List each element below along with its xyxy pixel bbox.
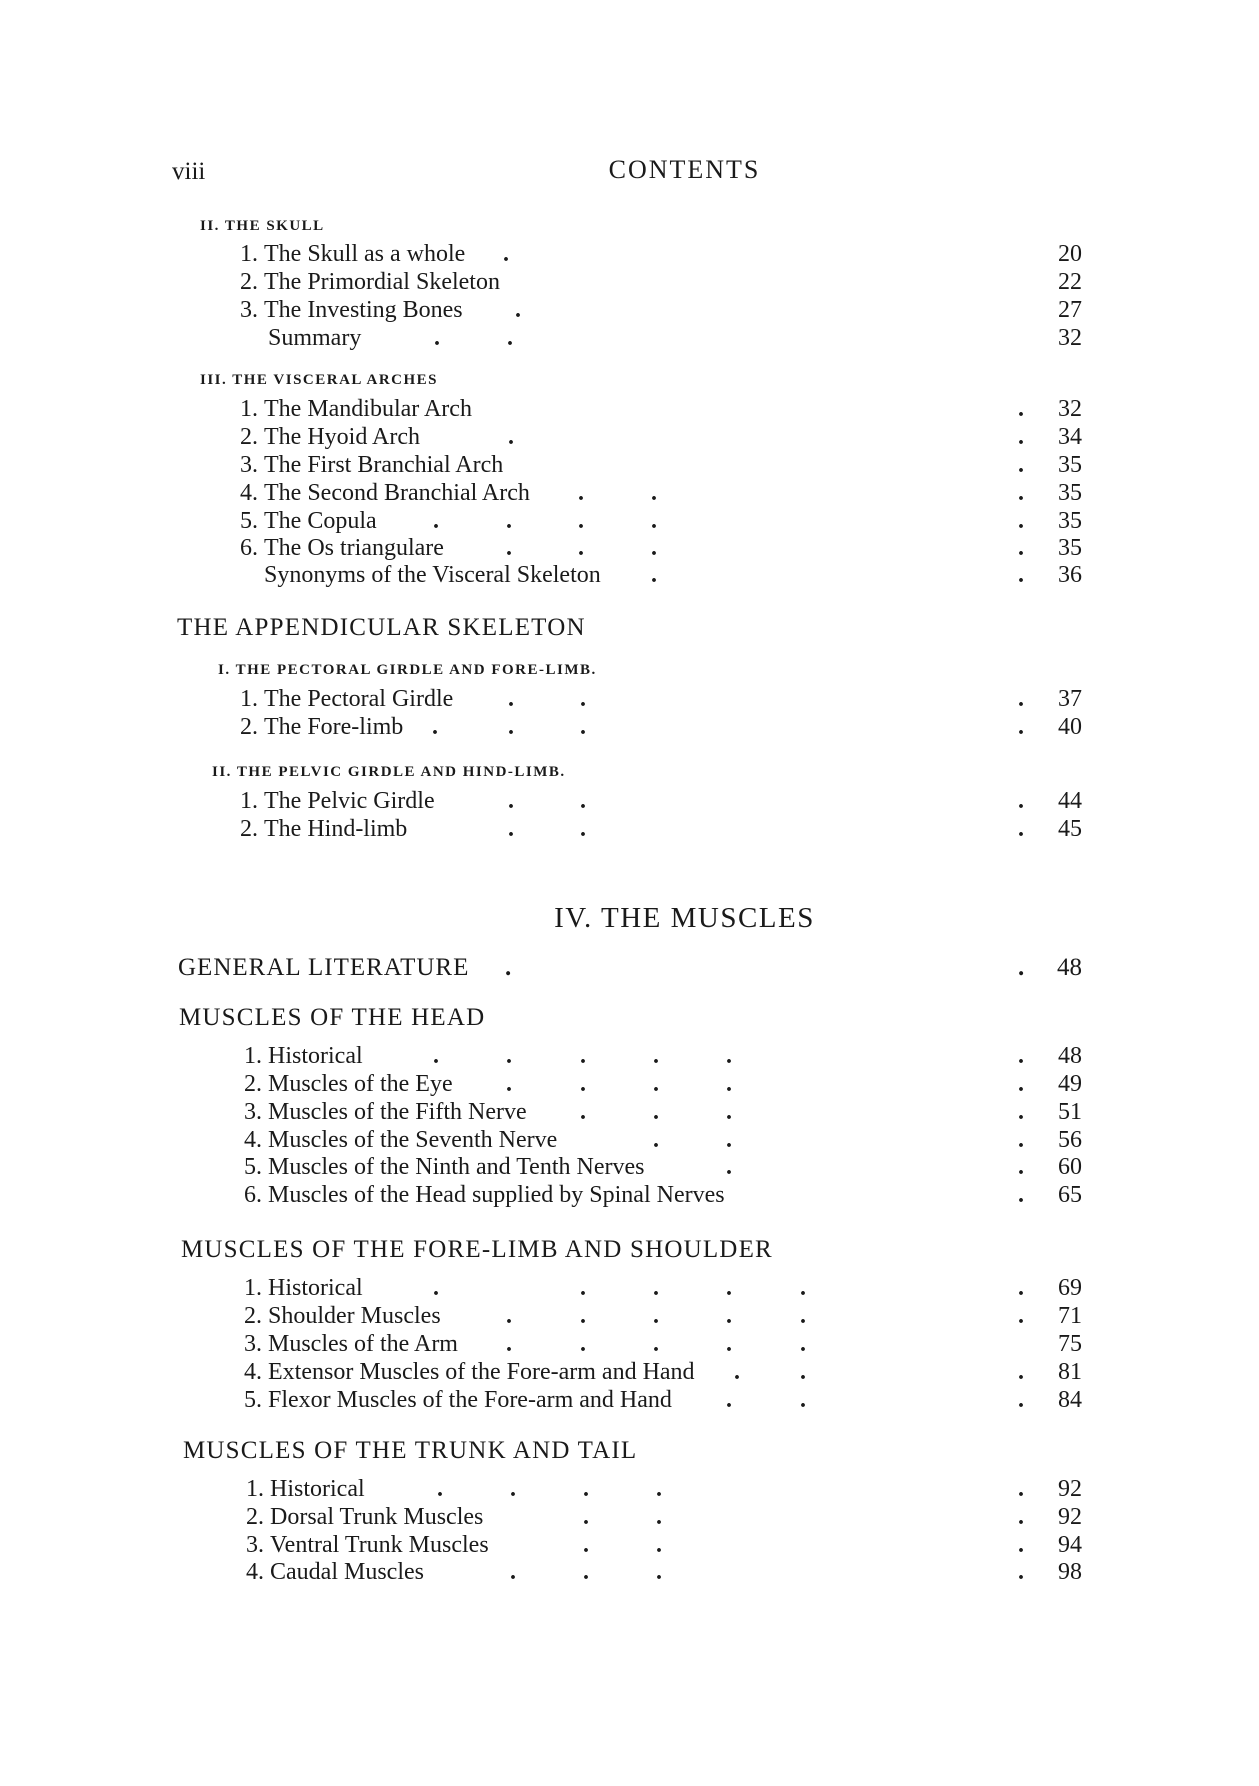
entry-page: 27 — [1058, 297, 1082, 323]
entry-title: GENERAL LITERATURE — [178, 954, 470, 981]
leader-dot: . — [433, 1275, 439, 1301]
entry-title: Muscles of the Fifth Nerve — [268, 1099, 527, 1125]
entry-number: 2. — [244, 1071, 262, 1097]
appendicular-heading: THE APPENDICULAR SKELETON — [177, 614, 586, 641]
entry-page: 92 — [1058, 1476, 1082, 1502]
leader-dot: . — [1018, 1275, 1024, 1301]
entry-title: Muscles of the Ninth and Tenth Nerves — [268, 1154, 645, 1180]
entry-number: 1. — [240, 788, 258, 814]
leader-dot: . — [1018, 714, 1024, 740]
leader-dot: . — [510, 1559, 516, 1585]
page-folio: viii — [172, 158, 206, 185]
leader-dot: . — [580, 1043, 586, 1069]
leader-dot: . — [800, 1275, 806, 1301]
leader-dot: . — [506, 535, 512, 561]
leader-dot: . — [1018, 508, 1024, 534]
entry-number: 2. — [246, 1504, 264, 1530]
leader-dot: . — [1018, 1182, 1024, 1208]
leader-dot: . — [1018, 954, 1025, 981]
leader-dot: . — [506, 1303, 512, 1329]
leader-dot: . — [656, 1532, 662, 1558]
leader-dot: . — [1018, 1154, 1024, 1180]
entry-page: 35 — [1058, 535, 1082, 561]
leader-dot: . — [726, 1387, 732, 1413]
entry-number: 2. — [240, 816, 258, 842]
leader-dot: . — [510, 1476, 516, 1502]
entry-title: Historical — [268, 1275, 363, 1301]
leader-dot: . — [578, 480, 584, 506]
entry-number: 1. — [240, 241, 258, 267]
entry-title: The Os triangulare — [264, 535, 444, 561]
leader-dot: . — [726, 1127, 732, 1153]
entry-title: Muscles of the Seventh Nerve — [268, 1127, 558, 1153]
running-title: CONTENTS — [608, 155, 761, 184]
leader-dot: . — [580, 714, 586, 740]
leader-dot: . — [800, 1331, 806, 1357]
leader-dot: . — [580, 1275, 586, 1301]
entry-number: 2. — [240, 424, 258, 450]
entry-title: Shoulder Muscles — [268, 1303, 441, 1329]
leader-dot: . — [1018, 1359, 1024, 1385]
trunk-heading: MUSCLES OF THE TRUNK AND TAIL — [183, 1437, 638, 1464]
leader-dot: . — [651, 508, 657, 534]
entry-number: 1. — [244, 1043, 262, 1069]
entry-page: 51 — [1058, 1099, 1082, 1125]
entry-page: 35 — [1058, 480, 1082, 506]
entry-page: 71 — [1058, 1303, 1082, 1329]
entry-title: The Investing Bones — [264, 297, 463, 323]
leader-dot: . — [508, 686, 514, 712]
entry-page: 32 — [1058, 325, 1082, 351]
visceral-heading: III. THE VISCERAL ARCHES — [200, 372, 439, 388]
leader-dot: . — [507, 325, 513, 351]
leader-dot: . — [1018, 452, 1024, 478]
entry-number: 1. — [240, 686, 258, 712]
entry-title: Muscles of the Arm — [268, 1331, 458, 1357]
entry-number: 3. — [240, 297, 258, 323]
entry-page: 98 — [1058, 1559, 1082, 1585]
leader-dot: . — [653, 1331, 659, 1357]
entry-title: Synonyms of the Visceral Skeleton — [264, 562, 601, 588]
entry-title: Dorsal Trunk Muscles — [270, 1504, 484, 1530]
leader-dot: . — [653, 1275, 659, 1301]
entry-page: 60 — [1058, 1154, 1082, 1180]
leader-dot: . — [1018, 1127, 1024, 1153]
leader-dot: . — [800, 1303, 806, 1329]
entry-page: 75 — [1058, 1331, 1082, 1357]
entry-number: 5. — [240, 508, 258, 534]
entry-number: 2. — [240, 714, 258, 740]
entry-number: 3. — [244, 1331, 262, 1357]
leader-dot: . — [653, 1043, 659, 1069]
entry-title: Caudal Muscles — [270, 1559, 424, 1585]
leader-dot: . — [1018, 1071, 1024, 1097]
entry-page: 20 — [1058, 241, 1082, 267]
entry-page: 49 — [1058, 1071, 1082, 1097]
leader-dot: . — [508, 714, 514, 740]
leader-dot: . — [1018, 424, 1024, 450]
entry-title: The Mandibular Arch — [264, 396, 472, 422]
entry-number: 4. — [246, 1559, 264, 1585]
leader-dot: . — [656, 1559, 662, 1585]
entry-page: 92 — [1058, 1504, 1082, 1530]
leader-dot: . — [505, 954, 512, 981]
leader-dot: . — [1018, 1476, 1024, 1502]
entry-title: Muscles of the Head supplied by Spinal Nerves — [268, 1182, 725, 1208]
leader-dot: . — [580, 816, 586, 842]
pectoral-heading: I. THE PECTORAL GIRDLE AND FORE-LIMB. — [218, 662, 597, 678]
leader-dot: . — [508, 788, 514, 814]
entry-number: 1. — [246, 1476, 264, 1502]
leader-dot: . — [726, 1303, 732, 1329]
entry-title: The Pelvic Girdle — [264, 788, 435, 814]
leader-dot: . — [1018, 816, 1024, 842]
entry-page: 48 — [1058, 1043, 1082, 1069]
leader-dot: . — [1018, 562, 1024, 588]
entry-page: 65 — [1058, 1182, 1082, 1208]
leader-dot: . — [434, 325, 440, 351]
entry-title: The Primordial Skeleton — [264, 269, 500, 295]
leader-dot: . — [653, 1303, 659, 1329]
entry-title: Summary — [268, 325, 362, 351]
entry-number: 1. — [244, 1275, 262, 1301]
leader-dot: . — [651, 562, 657, 588]
leader-dot: . — [433, 1043, 439, 1069]
entry-number: 4. — [244, 1359, 262, 1385]
leader-dot: . — [432, 714, 438, 740]
leader-dot: . — [1018, 396, 1024, 422]
entry-number: 3. — [240, 452, 258, 478]
entry-title: The Pectoral Girdle — [264, 686, 454, 712]
entry-title: Ventral Trunk Muscles — [270, 1532, 489, 1558]
entry-title: Flexor Muscles of the Fore-arm and Hand — [268, 1387, 672, 1413]
entry-number: 3. — [244, 1099, 262, 1125]
entry-title: Extensor Muscles of the Fore-arm and Hand — [268, 1359, 695, 1385]
leader-dot: . — [653, 1127, 659, 1153]
leader-dot: . — [583, 1504, 589, 1530]
leader-dot: . — [433, 508, 439, 534]
pelvic-heading: II. THE PELVIC GIRDLE AND HIND-LIMB. — [212, 764, 566, 780]
leader-dot: . — [726, 1099, 732, 1125]
entry-page: 36 — [1058, 562, 1082, 588]
entry-page: 40 — [1058, 714, 1082, 740]
leader-dot: . — [503, 241, 509, 267]
entry-page: 45 — [1058, 816, 1082, 842]
entry-title: The Hyoid Arch — [264, 424, 420, 450]
leader-dot: . — [1018, 1099, 1024, 1125]
leader-dot: . — [1018, 535, 1024, 561]
leader-dot: . — [506, 1331, 512, 1357]
entry-page: 35 — [1058, 508, 1082, 534]
leader-dot: . — [583, 1476, 589, 1502]
leader-dot: . — [1018, 1559, 1024, 1585]
leader-dot: . — [437, 1476, 443, 1502]
leader-dot: . — [580, 1303, 586, 1329]
leader-dot: . — [653, 1099, 659, 1125]
entry-page: 69 — [1058, 1275, 1082, 1301]
entry-title: The Copula — [264, 508, 377, 534]
entry-title: The Second Branchial Arch — [264, 480, 530, 506]
leader-dot: . — [580, 686, 586, 712]
entry-number: 6. — [244, 1182, 262, 1208]
entry-page: 81 — [1058, 1359, 1082, 1385]
leader-dot: . — [800, 1387, 806, 1413]
leader-dot: . — [726, 1071, 732, 1097]
leader-dot: . — [653, 1071, 659, 1097]
entry-page: 37 — [1058, 686, 1082, 712]
leader-dot: . — [515, 297, 521, 323]
entry-number: 4. — [240, 480, 258, 506]
entry-number: 6. — [240, 535, 258, 561]
entry-title: The Fore-limb — [264, 714, 404, 740]
leader-dot: . — [1018, 1043, 1024, 1069]
leader-dot: . — [508, 816, 514, 842]
entry-number: 1. — [240, 396, 258, 422]
leader-dot: . — [580, 1071, 586, 1097]
entry-page: 22 — [1058, 269, 1082, 295]
leader-dot: . — [800, 1359, 806, 1385]
leader-dot: . — [506, 1071, 512, 1097]
leader-dot: . — [1018, 788, 1024, 814]
leader-dot: . — [1018, 480, 1024, 506]
entry-page: 34 — [1058, 424, 1082, 450]
entry-number: 3. — [246, 1532, 264, 1558]
entry-page: 48 — [1057, 954, 1082, 981]
entry-page: 94 — [1058, 1532, 1082, 1558]
entry-number: 5. — [244, 1387, 262, 1413]
leader-dot: . — [580, 1331, 586, 1357]
entry-title: The Skull as a whole — [264, 241, 466, 267]
leader-dot: . — [583, 1559, 589, 1585]
leader-dot: . — [656, 1476, 662, 1502]
entry-number: 2. — [244, 1303, 262, 1329]
entry-title: The Hind-limb — [264, 816, 408, 842]
entry-page: 84 — [1058, 1387, 1082, 1413]
entry-page: 44 — [1058, 788, 1082, 814]
leader-dot: . — [726, 1154, 732, 1180]
leader-dot: . — [734, 1359, 740, 1385]
entry-page: 32 — [1058, 396, 1082, 422]
entry-page: 56 — [1058, 1127, 1082, 1153]
leader-dot: . — [1018, 1532, 1024, 1558]
leader-dot: . — [656, 1504, 662, 1530]
entry-title: The First Branchial Arch — [264, 452, 504, 478]
leader-dot: . — [578, 535, 584, 561]
leader-dot: . — [726, 1043, 732, 1069]
leader-dot: . — [726, 1275, 732, 1301]
leader-dot: . — [1018, 686, 1024, 712]
leader-dot: . — [1018, 1504, 1024, 1530]
leader-dot: . — [508, 424, 514, 450]
forelimb-heading: MUSCLES OF THE FORE-LIMB AND SHOULDER — [181, 1236, 773, 1263]
entry-title: Historical — [270, 1476, 365, 1502]
skull-heading: II. THE SKULL — [200, 218, 325, 234]
head-heading: MUSCLES OF THE HEAD — [179, 1004, 486, 1031]
leader-dot: . — [506, 1043, 512, 1069]
leader-dot: . — [1018, 1387, 1024, 1413]
entry-title: Muscles of the Eye — [268, 1071, 453, 1097]
leader-dot: . — [583, 1532, 589, 1558]
leader-dot: . — [580, 788, 586, 814]
leader-dot: . — [1018, 1303, 1024, 1329]
entry-number: 2. — [240, 269, 258, 295]
entry-page: 35 — [1058, 452, 1082, 478]
leader-dot: . — [580, 1099, 586, 1125]
part-heading: IV. THE MUSCLES — [554, 902, 815, 934]
entry-number: 4. — [244, 1127, 262, 1153]
entry-number: 5. — [244, 1154, 262, 1180]
leader-dot: . — [651, 535, 657, 561]
leader-dot: . — [651, 480, 657, 506]
leader-dot: . — [506, 508, 512, 534]
leader-dot: . — [726, 1331, 732, 1357]
entry-title: Historical — [268, 1043, 363, 1069]
leader-dot: . — [578, 508, 584, 534]
